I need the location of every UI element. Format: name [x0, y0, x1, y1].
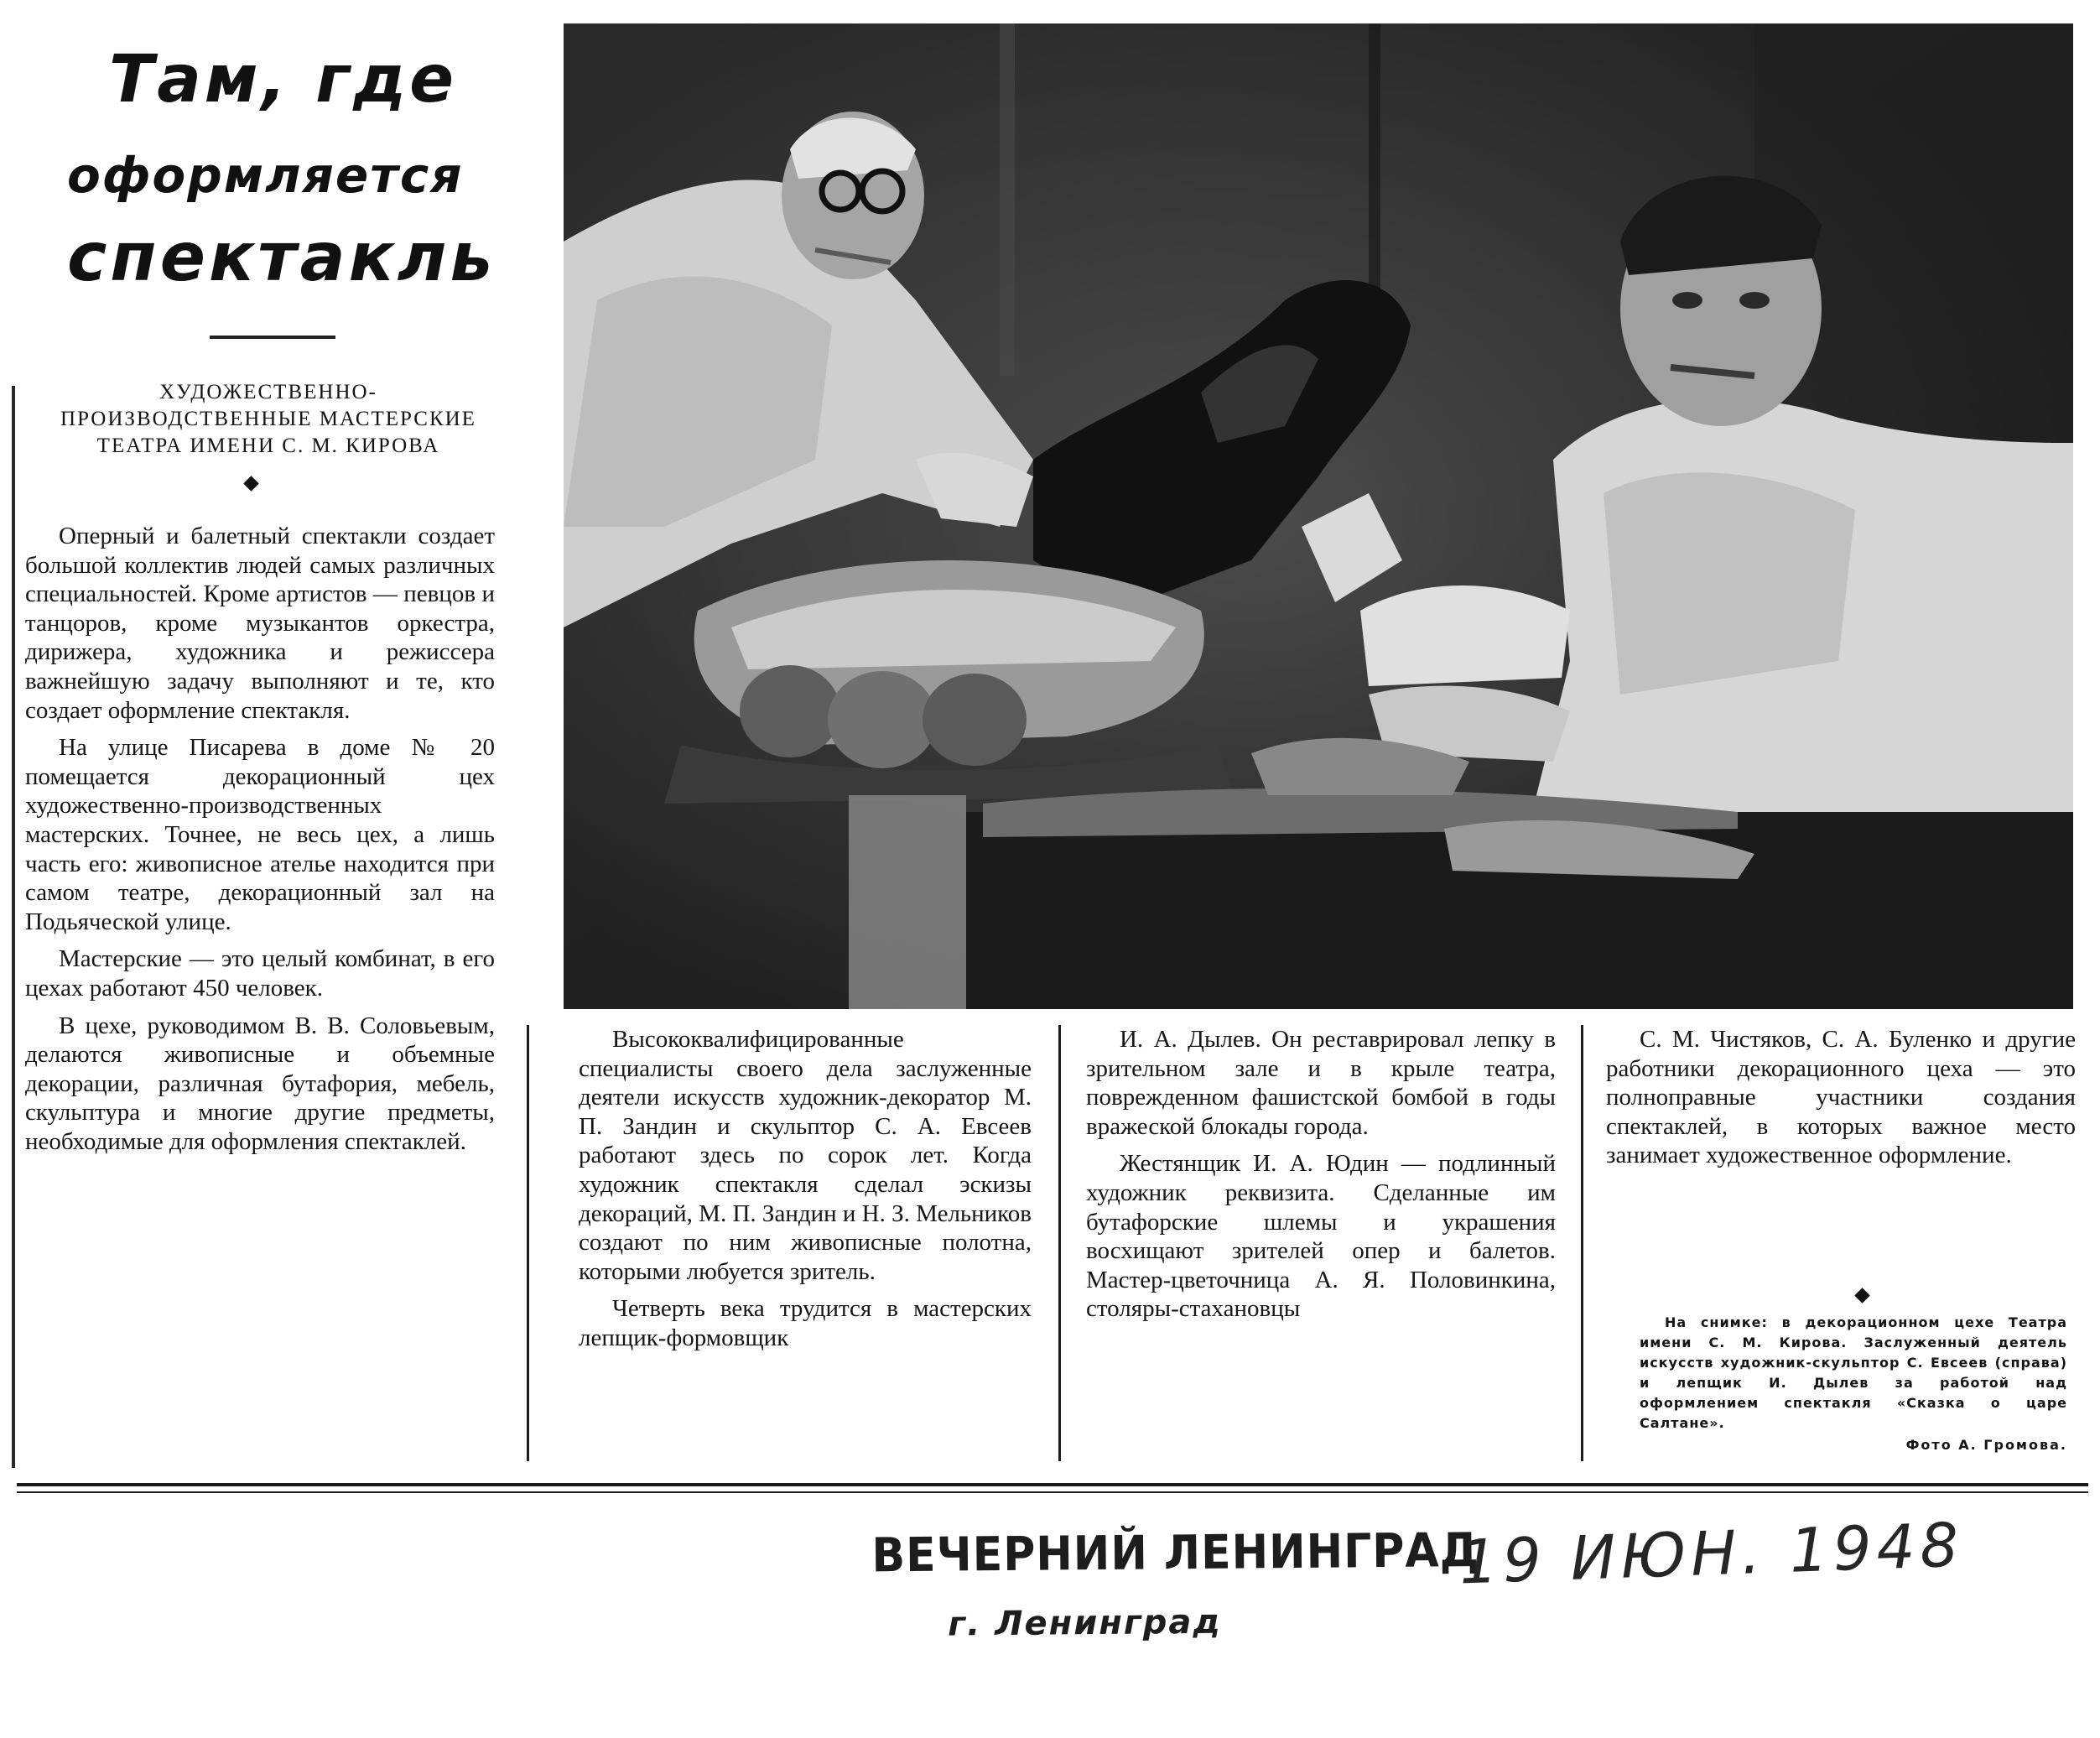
section-ornament — [243, 476, 258, 491]
headline-rule — [210, 336, 335, 339]
workshop-photo-illustration — [564, 23, 2073, 1009]
paragraph: На улице Писарева в доме № 20 помещается декорационный цех художественно-производственных мастерских. Точнее, не весь цех, а лишь часть его: живописное ателье находится при самом театре, декорационный зал на Подьяческой улице. — [25, 734, 495, 935]
article-column-1 — [25, 522, 495, 1156]
caption-ornament — [1854, 1288, 1869, 1303]
newspaper-stamp — [871, 1523, 1480, 1680]
article-column-2 — [579, 1025, 1032, 1353]
paragraph: В цехе, руководимом В. В. Соловьевым, делаются живописные и объемные декорации, различная бутафория, мебель, скульптура и многие другие предметы, необходимые для оформления спектаклей. — [25, 1012, 495, 1155]
left-border-line — [12, 386, 15, 1468]
stamp-title: ВЕЧЕРНИЙ ЛЕНИНГРАД — [871, 1523, 1480, 1584]
column-rule — [1581, 1025, 1583, 1461]
paragraph: Жестянщик И. А. Юдин — подлинный художник реквизита. Сделанные им бутафорские шлемы и украшения восхищают зрителей опер и балетов. Мастер-цветочница А. Я. Половинкина, столяры-стахановцы — [1086, 1150, 1556, 1323]
article-column-4 — [1606, 1025, 2076, 1170]
headline-line-1: Там, где — [109, 42, 458, 117]
paragraph: Оперный и балетный спектакли создает большой коллектив людей самых различных специальностей. Кроме артистов — певцов и танцоров, кроме музыкантов оркестра, дирижера, художника и режиссера важнейшую задачу выполняют и те, кто создает оформление спектакля. — [25, 523, 495, 724]
paragraph: И. А. Дылев. Он реставрировал лепку в зрительном зале и в крыле театра, поврежденном фашистской бомбой в годы вражеской блокады города. — [1086, 1026, 1556, 1140]
subhead — [25, 379, 512, 460]
paragraph: Четверть века трудится в мастерских лепщик-формовщик — [579, 1295, 1032, 1351]
photo-credit: Фото А. Громова. — [1905, 1437, 2067, 1453]
headline-line-2: оформляется — [67, 147, 464, 204]
subhead-line-1: ХУДОЖЕСТВЕННО- — [159, 381, 377, 403]
bottom-rule — [17, 1483, 2088, 1486]
bottom-rule-thin — [17, 1491, 2088, 1493]
paragraph: Высококвалифицированные специалисты своего дела заслуженные деятели искусств художник-декоратор М. П. Зандин и скульптор С. А. Евсеев работают здесь по сорок лет. Когда художник спектакля сделал эскизы декораций, М. П. Зандин и Н. З. Мельников создают по ним живописные полотна, которыми любуется зритель. — [579, 1026, 1032, 1285]
photograph — [564, 23, 2073, 1009]
paragraph: С. М. Чистяков, С. А. Буленко и другие работники декорационного цеха — это полноправные участники создания спектаклей, в которых важное место занимает художественное оформление. — [1606, 1026, 2076, 1169]
headline — [34, 34, 537, 319]
stamp-date: 19 ИЮН. 1948 — [1458, 1509, 1965, 1598]
article-column-3 — [1086, 1025, 1556, 1324]
headline-line-3: спектакль — [67, 218, 496, 296]
photo-caption — [1640, 1313, 2067, 1455]
column-rule — [527, 1025, 529, 1461]
stamp-city: г. Ленинград — [948, 1602, 1222, 1644]
column-rule — [1058, 1025, 1061, 1461]
paragraph: Мастерские — это целый комбинат, в его цехах работают 450 человек. — [25, 945, 495, 1002]
subhead-line-3: ТЕАТРА ИМЕНИ С. М. КИРОВА — [96, 434, 440, 457]
subhead-line-2: ПРОИЗВОДСТВЕННЫЕ МАСТЕРСКИЕ — [60, 408, 476, 430]
caption-text: На снимке: в декорационном цехе Театра имени С. М. Кирова. Заслуженный деятель искусств художник-скульптор С. Евсеев (справа) и лепщик И. Дылев за работой над оформлением спектакля «Сказка о царе Салтане». — [1640, 1314, 2067, 1431]
